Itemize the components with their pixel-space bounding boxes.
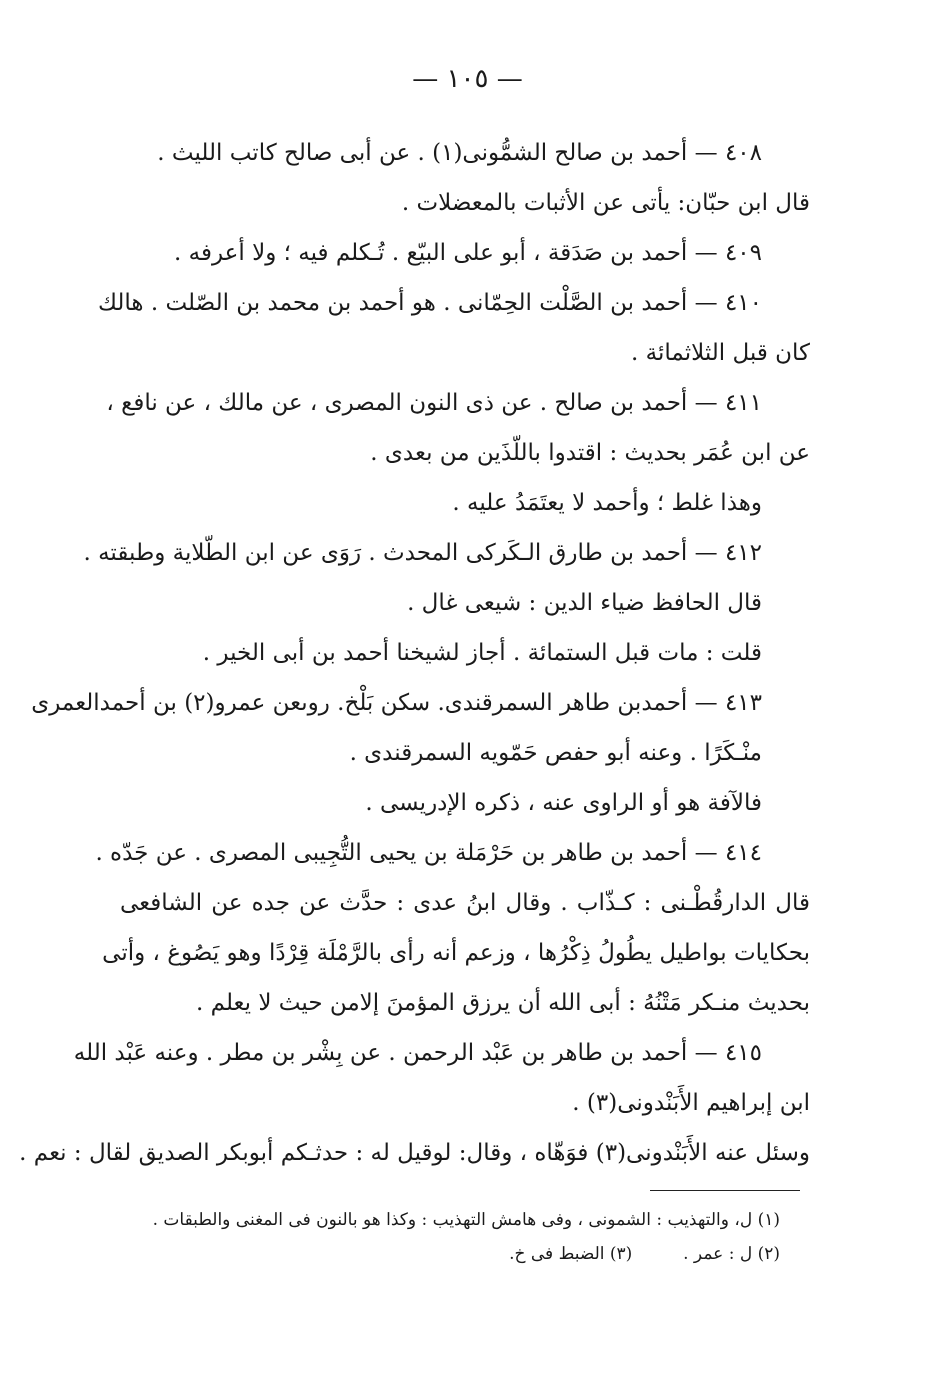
footnote-1: (١) ل، والتهذيب : الشمونى ، وفى هامش التهذيب : وكذا هو بالنون فى المغنى والطبقات . [152,1210,780,1230]
entry-415-continuation: ابن إبراهيم الأَبَنْدونى(٣) . [572,1090,810,1116]
footnote-2: (٢) ل : عمر . [683,1244,780,1264]
entry-414-line: ٤١٤ — أحمد بن طاهر بن حَرْمَلة بن يحيى التُّجِيبى المصرى . عن جَدّه . [95,840,762,866]
entry-408-comment: قال ابن حبّان: يأتى عن الأثبات بالمعضلات . [401,190,810,216]
entry-414-comment-2: بحكايات بواطيل يطُولُ ذِكْرُها ، وزعم أنه رأى بالرَّمْلَة قِرْدًا وهو يَصُوغ ، وأتى [102,940,810,966]
entry-411-continuation: عن ابن عُمَر بحديث : اقتدوا باللّذَين من بعدى . [370,440,810,466]
footnotes [120,1203,810,1271]
entry-413-comment: فالآفة هو أو الراوى عنه ، ذكره الإدريسى . [365,790,762,816]
entry-409-line: ٤٠٩ — أحمد بن صَدَقة ، أبو على البيّع . تُـكلم فيه ؛ ولا أعرفه . [174,240,762,266]
entry-411-comment: وهذا غلط ؛ وأحمد لا يعتَمَدُ عليه . [452,490,762,516]
entry-414-comment-3: بحديث منـكر مَتْنُهُ : أبى الله أن يرزق المؤمنَ إلامن حيث لا يعلم . [196,990,810,1016]
entry-414-comment: قال الدارقُطْـنى : كـذّاب . وقال ابنُ عدى : حدَّث عن جده عن الشافعى [120,890,810,916]
footnote-2-3-line [120,1237,810,1271]
entry-412-note: قلت : مات قبل الستمائة . أجاز لشيخنا أحمد بن أبى الخير . [202,640,762,666]
entries-text [19,128,810,1178]
entry-412-comment: قال الحافظ ضياء الدين : شيعى غال . [407,590,762,616]
footnote-3: (٣) الضبط فى خ. [509,1244,633,1264]
entry-415-line: ٤١٥ — أحمد بن طاهر بن عَبْد الرحمن . عن بِشْر بن مطر . وعنه عَبْد الله [73,1040,762,1066]
entry-410-continuation: كان قبل الثلاثمائة . [631,340,810,366]
entry-415-comment: وسئل عنه الأَبَنْدونى(٣) فوَهّاه ، وقال: لوقيل له : حدثـكم أبوبكر الصديق لقال : نعم . [19,1140,810,1166]
entry-412-line: ٤١٢ — أحمد بن طارق الـكَركى المحدث . رَوَى عن ابن الطّلاية وطبقته . [83,540,762,566]
entry-413-continuation: منْـكَرًا . وعنه أبو حفص حَمّويه السمرقندى . [349,740,762,766]
footnote-divider [650,1190,800,1191]
entry-410-line: ٤١٠ — أحمد بن الصَّلْت الحِمّانى . هو أحمد بن محمد بن الصّلت . هالك [97,290,762,316]
entry-408-line: ٤٠٨ — أحمد بن صالح الشمُّونى(١) . عن أبى صالح كاتب الليث . [157,140,762,166]
entry-411-line: ٤١١ — أحمد بن صالح . عن ذى النون المصرى ، عن مالك ، عن نافع ، [106,390,762,416]
entry-413-line: ٤١٣ — أحمدبن طاهر السمرقندى. سكن بَلْخ. روىعن عمرو(٢) بن أحمدالعمرى [31,690,762,716]
page-number: — ١٠٥ — [412,64,523,94]
